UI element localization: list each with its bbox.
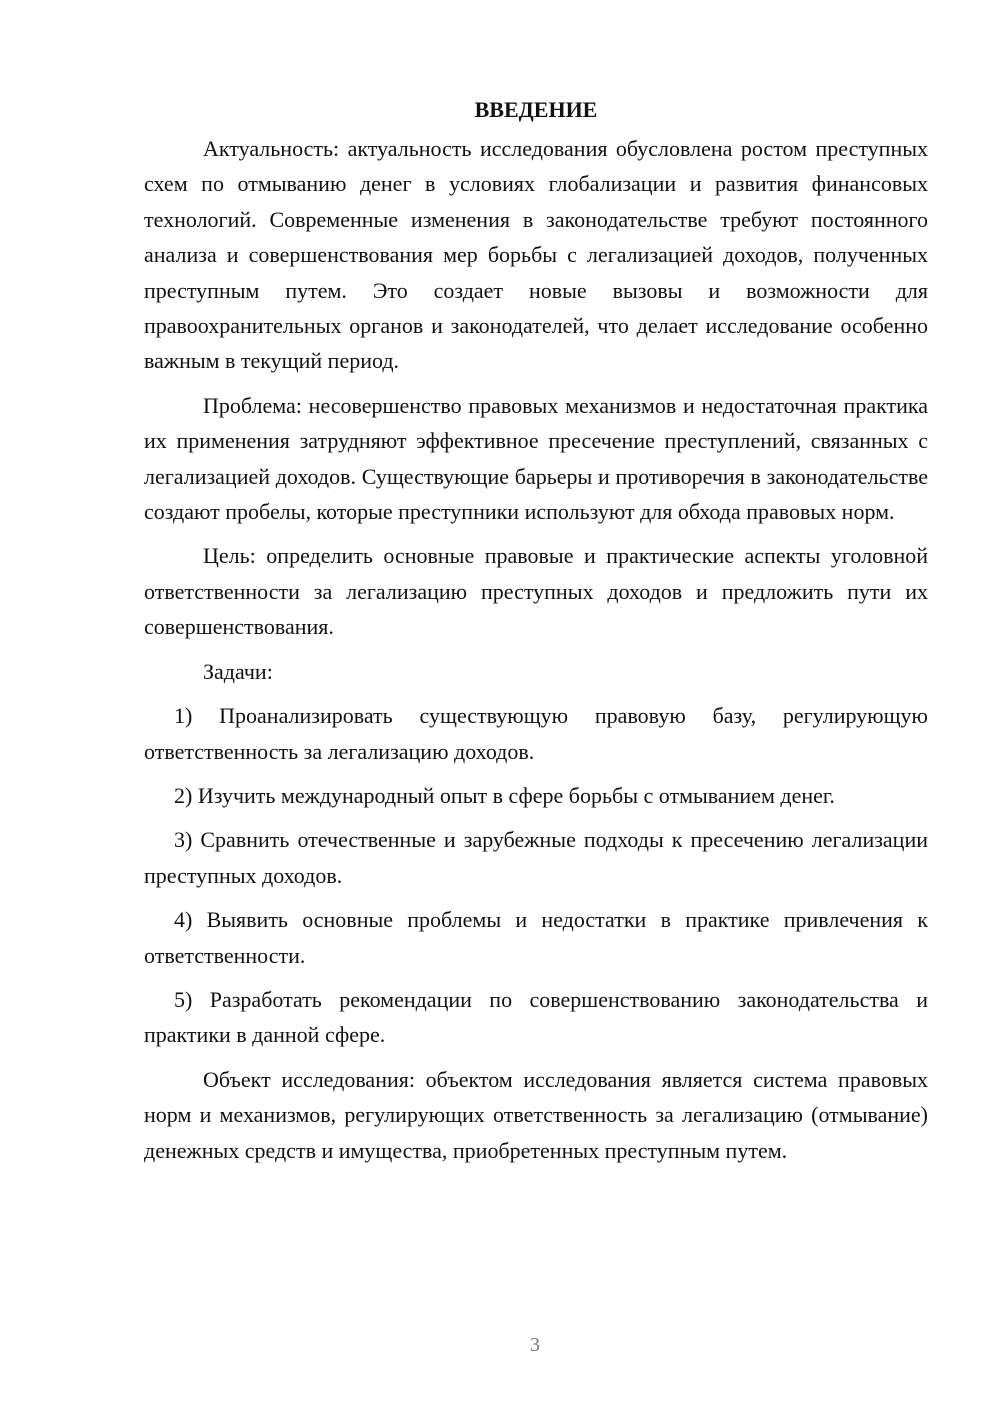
goal-paragraph: Цель: определить основные правовые и практические аспекты уголовной ответственности за легализацию преступных доходов и предложить пути их совершенствования. [144,543,928,640]
section-heading: ВВЕДЕНИЕ [474,97,598,122]
task-item-2: 2) Изучить международный опыт в сфере борьбы с отмыванием денег. [174,782,835,808]
page-content [144,90,928,1177]
tasks-label: Задачи: [203,658,273,684]
task-item-4: 4) Выявить основные проблемы и недостатки в практике привлечения к ответственности. [144,907,928,968]
object-paragraph: Объект исследования: объектом исследования является система правовых норм и механизмов, регулирующих ответственность за легализацию (отмывание) денежных средств и имущества, приобретенных преступным путем. [144,1066,928,1163]
relevance-paragraph: Актуальность: актуальность исследования обусловлена ростом преступных схем по отмыванию денег в условиях глобализации и развития финансовых технологий. Современные изменения в законодательстве требуют постоянного анализа и совершенствования мер борьбы с легализацией доходов, полученных преступным путем. Это создает новые вызовы и возможности для правоохранительных органов и законодателей, что делает исследование особенно важным в текущий период. [144,136,928,374]
page-number: 3 [530,1334,540,1356]
problem-paragraph: Проблема: несовершенство правовых механизмов и недостаточная практика их применения затрудняют эффективное пресечение преступлений, связанных с легализацией доходов. Существующие барьеры и противоречия в законодательстве создают пробелы, которые преступники используют для обхода правовых норм. [144,392,928,525]
task-item-5: 5) Разработать рекомендации по совершенствованию законодательства и практики в данной сфере. [144,986,928,1048]
task-item-3: 3) Сравнить отечественные и зарубежные подходы к пресечению легализации преступных доходов. [144,827,928,888]
task-item-1: 1) Проанализировать существующую правовую базу, регулирующую ответственность за легализацию доходов. [144,703,928,764]
